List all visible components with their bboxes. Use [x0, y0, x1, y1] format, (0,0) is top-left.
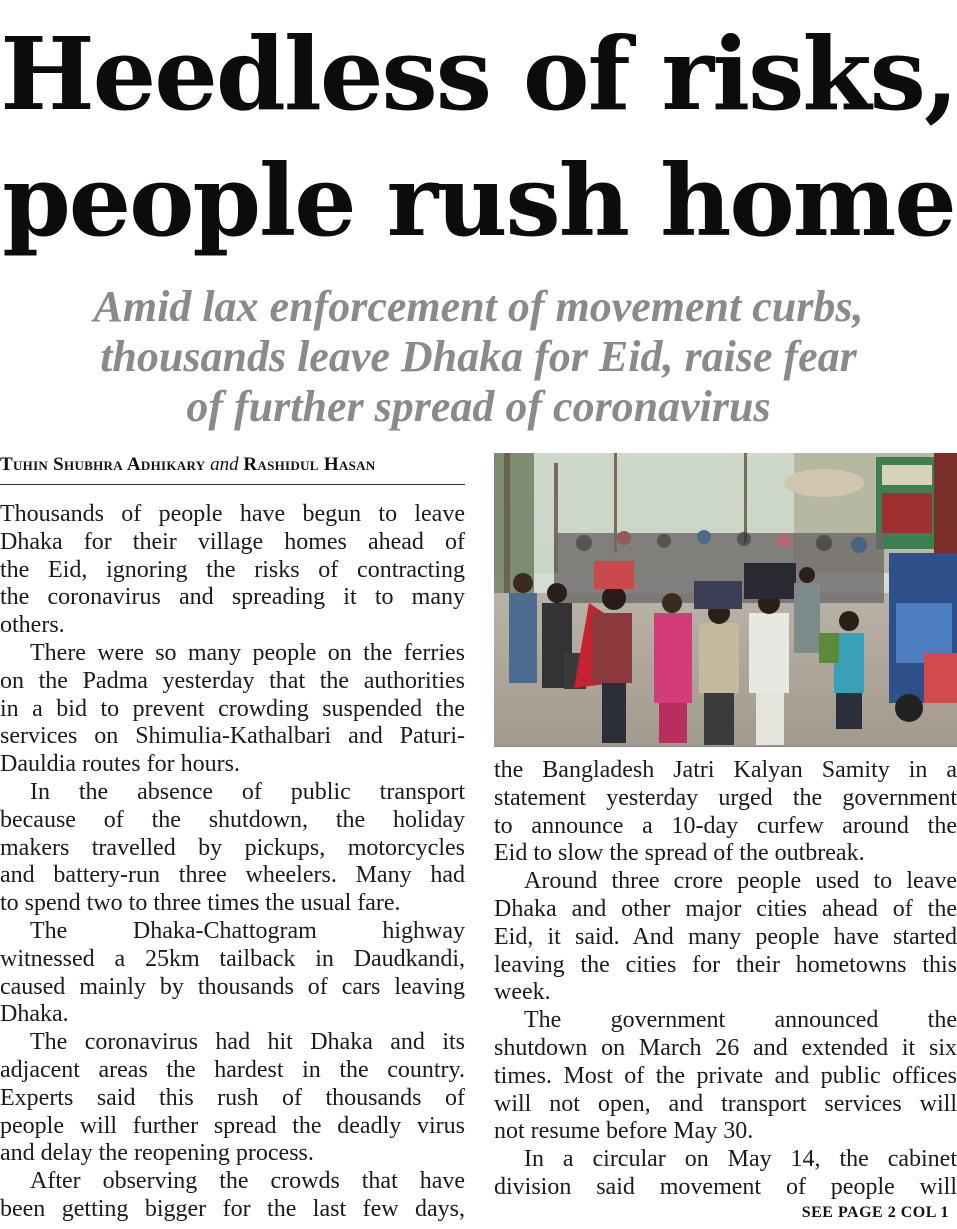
byline-conjunction: and: [210, 454, 239, 475]
byline-author-2: Rashidul Hasan: [243, 454, 376, 475]
text-line: others.: [0, 612, 65, 639]
text-line: will not open, and transport services will: [494, 1090, 957, 1117]
deck-line-1: Amid lax enforcement of movement curbs,: [93, 282, 864, 331]
text-line: week.: [494, 979, 551, 1006]
text-line: Eid to slow the spread of the outbreak.: [494, 840, 865, 867]
headline-line-2: people rush home: [2, 144, 955, 259]
text-line: caused mainly by thousands of cars leaving: [0, 973, 465, 1000]
text-line: on the Padma yesterday that the authorities: [0, 667, 465, 694]
text-line: Dhaka.: [0, 1001, 69, 1028]
text-line: to announce a 10-day curfew around the: [494, 812, 957, 839]
text-line: people will further spread the deadly virus: [0, 1112, 465, 1139]
text-line: not resume before May 30.: [494, 1118, 754, 1145]
text-line: There were so many people on the ferries: [30, 639, 465, 666]
text-line: and battery-run three wheelers. Many had: [0, 862, 465, 889]
text-line: and delay the reopening process.: [0, 1140, 314, 1167]
text-line: services on Shimulia-Kathalbari and Paturi-: [0, 723, 465, 750]
article-column-left: [0, 501, 465, 1224]
text-line: Around three crore people used to leave: [524, 868, 957, 895]
text-line: Experts said this rush of thousands of: [0, 1084, 465, 1111]
text-line: Eid, it said. And many people have started: [494, 923, 957, 950]
deck-line-3: of further spread of coronavirus: [186, 382, 771, 431]
article-column-right: [494, 757, 957, 1202]
text-line: Thousands of people have begun to leave: [0, 501, 465, 527]
news-photo-crowd-leaving-dhaka: [494, 453, 957, 747]
text-line: Dhaka for their village homes ahead of: [0, 528, 465, 555]
deck-subheadline: [40, 282, 917, 432]
byline-author-1: Tuhin Shubhra Adhikary: [0, 454, 206, 475]
text-line: The coronavirus had hit Dhaka and its: [30, 1029, 465, 1056]
text-line: After observing the crowds that have: [30, 1168, 465, 1195]
text-line: makers travelled by pickups, motorcycles: [0, 834, 465, 861]
text-line: In a circular on May 14, the cabinet: [524, 1146, 957, 1173]
text-line: The Dhaka-Chattogram highway: [30, 917, 465, 944]
text-line: the coronavirus and spreading it to many: [0, 584, 465, 611]
text-line: to spend two to three times the usual fare.: [0, 890, 401, 917]
headline-line-1: Heedless of risks,: [0, 15, 957, 133]
text-line: because of the shutdown, the holiday: [0, 806, 465, 833]
text-line: adjacent areas the hardest in the country.: [0, 1056, 465, 1083]
text-line: Dauldia routes for hours.: [0, 751, 240, 778]
headline: [0, 10, 957, 266]
text-line: the Eid, ignoring the risks of contracting: [0, 556, 465, 583]
byline: [0, 452, 465, 485]
text-line: In the absence of public transport: [30, 778, 465, 805]
text-line: shutdown on March 26 and extended it six: [494, 1034, 957, 1061]
text-line: The government announced the: [524, 1007, 957, 1034]
photo-illustration: [494, 453, 957, 746]
text-line: witnessed a 25km tailback in Daudkandi,: [0, 945, 465, 972]
text-line: Dhaka and other major cities ahead of the: [494, 895, 957, 922]
text-line: in a bid to prevent crowding suspended the: [0, 695, 465, 722]
text-line: the Bangladesh Jatri Kalyan Samity in a: [494, 757, 957, 783]
text-line: times. Most of the private and public offices: [494, 1062, 957, 1089]
text-line: statement yesterday urged the government: [494, 784, 957, 811]
continued-on-page-label: SEE PAGE 2 COL 1: [801, 1204, 949, 1221]
text-line: leaving the cities for their hometowns this: [494, 951, 957, 978]
deck-line-2: thousands leave Dhaka for Eid, raise fear: [100, 332, 857, 381]
text-line: division said movement of people will: [494, 1173, 957, 1200]
text-line: been getting bigger for the last few days,: [0, 1195, 465, 1222]
